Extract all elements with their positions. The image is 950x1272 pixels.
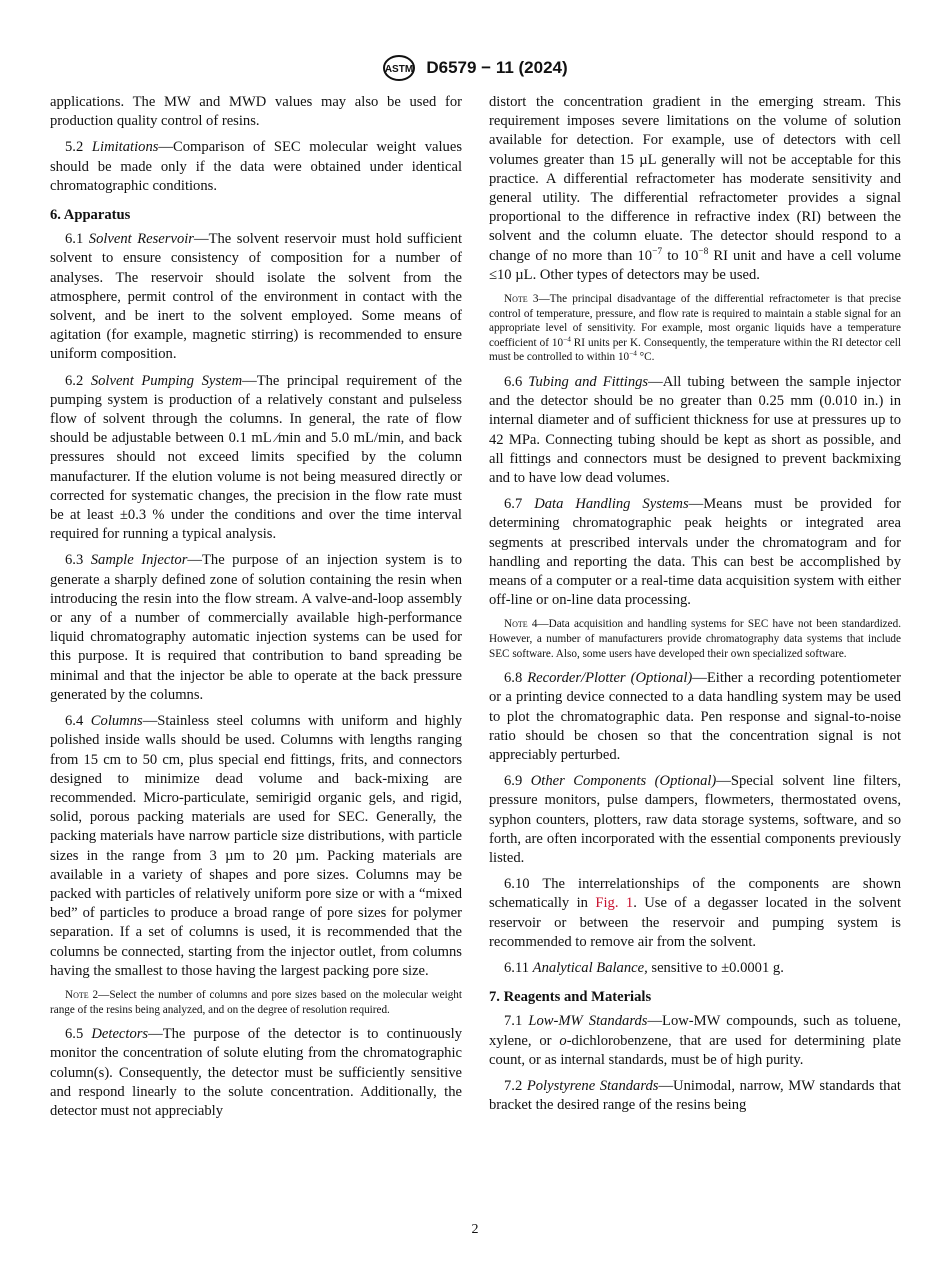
text: —The principal requirement of the pumping system is production of a relatively constant and pulseless flow of solvent through the columns. In general, the rate of flow should be adjustable between 0.1 mL ⁄min and 5.0 mL/min, and back pressures should not exceed limits specified by the column manufacturer. If the elution volume is not being measured directly or corrected for systematic changes, the precision in the flow rate must be at least ±0.3 % under the conditions and over the time interval required for running a typical analysis. — [50, 372, 463, 543]
text: 7.2 — [504, 1078, 527, 1095]
paragraph — [50, 1025, 462, 1121]
text: —Stainless steel columns with uniform and highly polished inside walls should be used. Columns with lengths ranging from 15 cm to 50 cm, plus special end fittings, frits, and connectors designed to minimize dead volume and back-mixing are recommended. Micro-particulate, semirigid organic gels, and rigid, solid, porous packing materials are used for SEC. Generally, the packing materials have narrow particle size distributions, with particle sizes in the range from 3 µm to 20 µm. Packing materials are available in a variety of shapes and pore sizes. Columns may be packed with particles of relatively uniform pore size or with a “mixed bed” of particles to produce a broad range of pore sizes for polymer separation. If a set of columns is used, it is recommended that the columns be connected, starting from the injector outlet, from columns having the smallest to those having the largest packing pore size. — [50, 713, 463, 979]
text: distort the concentration gradient in the emerging stream. This requirement imposes severe limitations on the volume of solution available for detection. For example, use of detectors with cell volumes greater than 15 µL generally will not be acceptable for this practice. A differential refractometer has moderate sensitivity and general utility. The differential refractometer provides a signal proportional to the difference in refractive index (RI) between the solvent and the column eluate. The detector should respond to a change of no more than 10 — [489, 94, 901, 264]
text: applications. The MW and MWD values may also be used for production quality control of resins. — [50, 94, 462, 130]
text: 6.9 — [504, 773, 531, 790]
figure-link[interactable]: Fig. 1 — [595, 895, 634, 912]
italic-term: Tubing and Fittings — [528, 374, 649, 390]
italic-term: Recorder/Plotter (Optional) — [527, 670, 693, 687]
text: -dichlorobenzene, that are used for determining plate count, or as internal standards, must be of high purity. — [489, 1032, 901, 1068]
text: RI unit and have a cell volume ≤10 µL. Other types of detectors may be used. — [489, 247, 901, 283]
text: 6.4 — [65, 713, 91, 730]
italic-term: Columns — [90, 713, 143, 730]
paragraph — [50, 93, 462, 131]
paragraph — [50, 230, 462, 364]
text: —Means must be provided for determining chromatographic peak heights or integrated area segments at prescribed intervals under the chromatogram and for handling and reporting the data. This can best be accomplished by means of a computer or a real-time data acquisition system with either off-line or on-line data processing. — [489, 496, 901, 609]
text: 6.1 — [65, 231, 89, 248]
italic-term: Analytical Balance, — [532, 960, 648, 977]
text: 7. Reagents and Materials — [489, 989, 652, 1006]
italic-term: Solvent Pumping System — [90, 372, 243, 389]
paragraph — [489, 875, 901, 952]
paragraph — [489, 1012, 901, 1070]
text: 3—The principal disadvantage of the differential refractometer is that precise control of temperature, pressure, and flow rate is required to maintain a stable signal for an appropriate level of sensitivity. For example, most organic liquids have a temperature coefficient of 10 — [489, 293, 901, 349]
text: °C. — [636, 351, 655, 364]
superscript: −8 — [698, 246, 709, 257]
italic-term: Low-MW Standards — [528, 1013, 648, 1030]
text: 6.6 — [504, 374, 529, 390]
section-heading — [489, 988, 901, 1007]
text: 6.11 — [504, 960, 533, 977]
italic-term: Detectors — [91, 1026, 149, 1043]
text: —Either a recording potentiometer or a printing device connected to a data handling system may be used to plot the chromatographic data. Pen response and signal-to-noise ratio should be chosen so that the concentration signal is not appreciably perturbed. — [489, 670, 902, 764]
italic-term: Data Handling Systems — [534, 496, 689, 513]
paragraph — [489, 669, 901, 765]
text: 2—Select the number of columns and pore sizes based on the molecular weight range of the resins being analyzed, and on the degree of resolution required. — [50, 988, 462, 1016]
text: —Low-MW compounds, such as toluene, xylene, or — [489, 1013, 902, 1049]
italic-term: Sample Injector — [90, 552, 188, 569]
text: 6.2 — [65, 372, 91, 389]
svg-text:ASTM: ASTM — [385, 64, 414, 75]
paragraph — [50, 372, 462, 545]
text: 7.1 — [504, 1013, 529, 1030]
paragraph — [489, 772, 901, 868]
paragraph — [489, 959, 901, 978]
text: —Comparison of SEC molecular weight values should be made only if the data were obtained under identical chromatographic conditions. — [50, 139, 463, 194]
superscript: −4 — [563, 335, 571, 344]
text: to 10 — [662, 247, 699, 264]
paragraph — [50, 138, 462, 196]
page-number: 2 — [471, 1222, 479, 1237]
italic-term: Other Components (Optional) — [530, 773, 717, 790]
paragraph — [489, 495, 901, 610]
right-column — [489, 93, 901, 1122]
paragraph — [50, 551, 462, 705]
astm-logo-icon — [382, 54, 416, 82]
document-designation: D6579 − 11 (2024) — [426, 58, 568, 77]
text: 6. Apparatus — [50, 207, 131, 224]
note — [50, 988, 462, 1017]
section-heading — [50, 206, 462, 225]
text: RI units per K. Consequently, the temperature within the RI detector cell must be controlled to within 10 — [489, 336, 901, 364]
text: sensitive to ±0.0001 g. — [647, 960, 784, 977]
left-column — [50, 93, 462, 1128]
superscript: −4 — [629, 349, 637, 358]
text: 6.7 — [504, 496, 535, 513]
text: 5.2 — [65, 139, 92, 156]
note-label: Note — [504, 293, 528, 306]
italic-term: Limitations — [91, 139, 159, 156]
text: 6.5 — [65, 1026, 92, 1043]
text: 6.3 — [65, 552, 91, 569]
note — [489, 292, 901, 365]
text: . Use of a degasser located in the solvent reservoir or between the reservoir and pumping system is recommended to remove air from the solvent. — [489, 895, 902, 950]
italic-term: o — [559, 1032, 567, 1049]
paragraph — [50, 712, 462, 981]
italic-term: Solvent Reservoir — [88, 231, 194, 248]
text: —The purpose of an injection system is to generate a sharply defined zone of solution containing the resin when introducing the resin into the flow stream. A valve-and-loop assembly or any of a number of commercially available high-performance liquid chromatography automatic injection systems can be used for this purpose. It is required that contribution to band spreading be minimal and that the injector be able to operate at the back pressure generated by the columns. — [50, 552, 462, 703]
paragraph — [489, 93, 901, 285]
text: 6.10 The interrelationships of the components are shown schematically in — [489, 876, 901, 912]
page-header — [0, 54, 950, 82]
note-label: Note — [65, 988, 89, 1001]
italic-term: Polystyrene Standards — [526, 1078, 659, 1095]
note-label: Note — [504, 618, 528, 631]
superscript: −7 — [652, 246, 663, 257]
paragraph — [489, 1077, 901, 1115]
note — [489, 617, 901, 661]
text: 4—Data acquisition and handling systems for SEC have not been standardized. However, a number of manufacturers provide chromatography data systems that include SEC software. Also, some users have developed their own specialized software. — [489, 618, 901, 660]
paragraph — [489, 373, 901, 488]
text: —The solvent reservoir must hold sufficient solvent to ensure consistency of composition for a number of analyses. The reservoir should isolate the solvent from the atmosphere, permit control of the environment in contact with the solvent, and be inert to the solvent employed. Some means of agitation (for example, magnetic stirring) is recommended to ensure uniform composition. — [50, 231, 463, 363]
text: 6.8 — [504, 670, 528, 687]
text: —Unimodal, narrow, MW standards that bracket the desired range of the resins being — [489, 1078, 901, 1114]
text: —Special solvent line filters, pressure monitors, pulse dampers, flowmeters, thermostated ovens, syphon counters, plotters, raw data storage systems, software, and so forth, are often incorporated with the essential components previously listed. — [489, 773, 901, 867]
text: —The purpose of the detector is to continuously monitor the concentration of solute eluting from the chromatographic column(s). Consequently, the detector must be sufficiently sensitive and respond linearly to the solute concentration. Additionally, the detector must not appreciably — [50, 1026, 462, 1119]
text: —All tubing between the sample injector and the detector should be no greater than 0.25 mm (0.010 in.) in internal diameter and of sufficient thickness for use at pressures up to 42 MPa. Connecting tubing should be kept as short as possible, and all fittings and connectors must be designed to prevent backmixing and to have low dead volumes. — [489, 374, 902, 487]
